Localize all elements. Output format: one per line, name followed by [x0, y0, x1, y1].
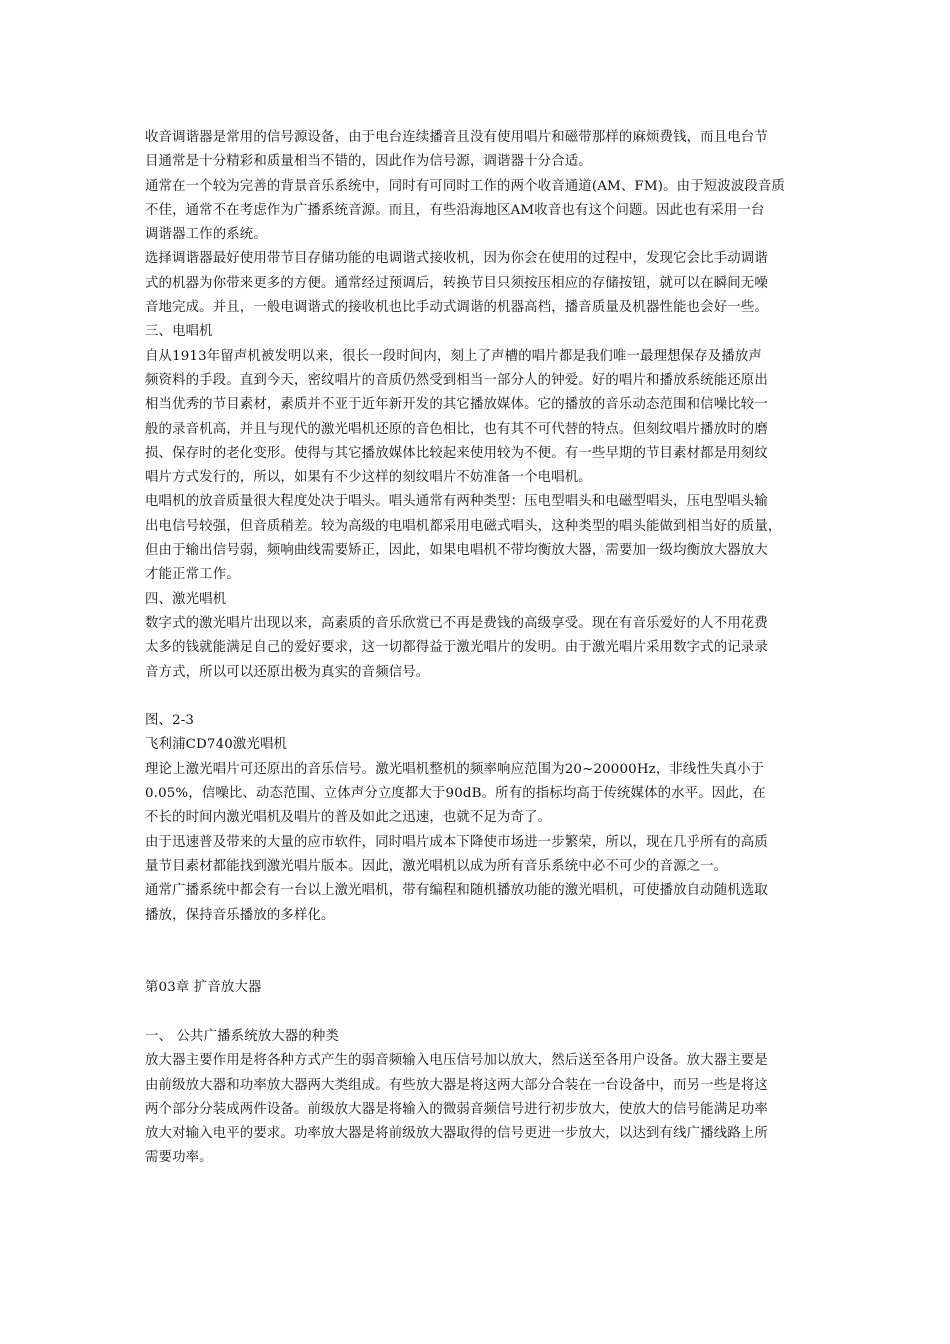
text-line: 由前级放大器和功率放大器两大类组成。有些放大器是将这两大部分合装在一台设备中，而另一些是将这 [145, 1077, 768, 1093]
text-line: 音方式，所以可以还原出极为真实的音频信号。 [145, 664, 430, 680]
text-line: 频资料的手段。直到今天，密纹唱片的音质仍然受到相当一部分人的钟爱。好的唱片和播放系统能还原出 [145, 372, 768, 388]
blank-line [145, 952, 810, 976]
text-line: 损、保存时的老化变形。使得与其它播放媒体比较起来使用较为不便。有一些早期的节目素材都是用刻纹 [145, 445, 768, 461]
text-line: 音地完成。并且，一般电调谐式的接收机也比手动式调谐的机器高档，播音质量及机器性能也会好一些。 [145, 300, 768, 316]
text-line: 由于迅速普及带来的大量的应市软件，同时唱片成本下降使市场进一步繁荣，所以，现在几乎所有的高质 [145, 834, 768, 850]
text-line: 式的机器为你带来更多的方便。通常经过预调后，转换节目只须按压相应的存储按钮，就可以在瞬间无噪 [145, 275, 768, 291]
text-line: 不长的时间内激光唱机及唱片的普及如此之迅速，也就不足为奇了。 [145, 810, 552, 826]
text-line: 通常广播系统中都会有一台以上激光唱机，带有编程和随机播放功能的激光唱机，可使播放自动随机选取 [145, 883, 768, 899]
text-line: 一、 公共广播系统放大器的种类 [145, 1028, 339, 1044]
text-line: 太多的钱就能满足自己的爱好要求，这一切都得益于激光唱片的发明。由于激光唱片采用数字式的记录录 [145, 640, 768, 656]
text-line: 不佳，通常不在考虑作为广播系统音源。而且，有些沿海地区AM收音也有这个问题。因此也有采用一台 [145, 202, 765, 218]
text-line: 唱片方式发行的，所以，如果有不少这样的刻纹唱片不妨准备一个电唱机。 [145, 470, 592, 486]
text-line: 数字式的激光唱片出现以来，高素质的音乐欣赏已不再是费钱的高级享受。现在有音乐爱好的人不用花费 [145, 615, 768, 631]
text-line: 般的录音机高，并且与现代的激光唱机还原的音色相比，也有其不可代替的特点。但刻纹唱片播放时的磨 [145, 421, 768, 437]
text-line: 相当优秀的节目素材，素质并不亚于近年新开发的其它播放媒体。它的播放的音乐动态范围和信噪比较一 [145, 397, 768, 413]
blank-line [145, 928, 810, 952]
text-line: 三、电唱机 [145, 324, 213, 340]
text-line: 放大对输入电平的要求。功率放大器是将前级放大器取得的信号更进一步放大，以达到有线广播线路上所 [145, 1126, 768, 1142]
text-line: 目通常是十分精彩和质量相当不错的，因此作为信号源，调谐器十分合适。 [145, 154, 592, 170]
text-line: 两个部分分装成两件设备。前级放大器是将输入的微弱音频信号进行初步放大，使放大的信号能满足功率 [145, 1101, 768, 1117]
text-line: 电唱机的放音质量很大程度处决于唱头。唱头通常有两种类型：压电型唱头和电磁型唱头，压电型唱头输 [145, 494, 768, 510]
document-body [145, 126, 810, 1171]
text-line: 选择调谐器最好使用带节目存储功能的电调谐式接收机，因为你会在使用的过程中，发现它会比手动调谐 [145, 251, 768, 267]
blank-line [145, 685, 810, 709]
text-line: 0.05%，信噪比、动态范围、立体声分立度都大于90dB。所有的指标均高于传统媒体的水平。因此，在 [145, 786, 766, 802]
text-line: 自从1913年留声机被发明以来，很长一段时间内，刻上了声槽的唱片都是我们唯一最理想保存及播放声 [145, 348, 762, 364]
text-line: 才能正常工作。 [145, 567, 240, 583]
text-line: 理论上激光唱片可还原出的音乐信号。激光唱机整机的频率响应范围为20~20000Hz，非线性失真小于 [145, 761, 765, 777]
blank-line [145, 1001, 810, 1025]
text-line: 通常在一个较为完善的背景音乐系统中，同时有可同时工作的两个收音通道(AM、FM)。由于短波波段音质 [145, 178, 785, 194]
text-line: 收音调谐器是常用的信号源设备，由于电台连续播音且没有使用唱片和磁带那样的麻烦费钱，而且电台节 [145, 130, 768, 145]
text-line: 量节目素材都能找到激光唱片版本。因此，激光唱机以成为所有音乐系统中必不可少的音源之一。 [145, 858, 728, 874]
text-line: 需要功率。 [145, 1150, 213, 1166]
text-line: 四、激光唱机 [145, 591, 227, 607]
text-line: 出电信号较强，但音质稍差。较为高级的电唱机都采用电磁式唱头，这种类型的唱头能做到相当好的质量， [145, 518, 782, 534]
text-line: 飞利浦CD740激光唱机 [145, 737, 288, 753]
text-line: 播放，保持音乐播放的多样化。 [145, 907, 335, 923]
text-line: 调谐器工作的系统。 [145, 227, 267, 243]
text-line: 但由于输出信号弱，频响曲线需要矫正，因此，如果电唱机不带均衡放大器，需要加一级均衡放大器放大 [145, 543, 768, 559]
text-line: 放大器主要作用是将各种方式产生的弱音频输入电压信号加以放大，然后送至各用户设备。放大器主要是 [145, 1053, 768, 1069]
text-line: 第03章 扩音放大器 [145, 980, 262, 996]
text-line: 图、2-3 [145, 713, 195, 729]
